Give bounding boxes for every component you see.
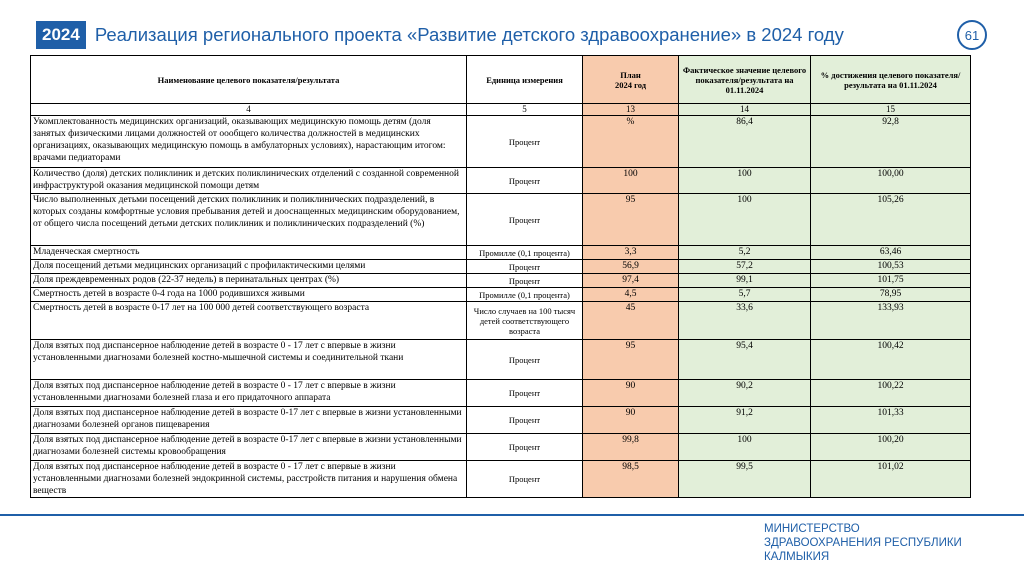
indicator-name-cell: Доля взятых под диспансерное наблюдение детей в возрасте 0-17 лет с впервые в жизни установленными диагнозами болезней системы кровообращения <box>31 434 467 461</box>
unit-cell: Процент <box>467 461 583 498</box>
percent-cell: 63,46 <box>811 246 971 260</box>
table-row <box>31 302 971 340</box>
percent-cell: 100,42 <box>811 340 971 380</box>
unit-cell: Число случаев на 100 тысяч детей соответствующего возраста <box>467 302 583 340</box>
plan-cell: 98,5 <box>583 461 679 498</box>
table-row <box>31 194 971 246</box>
percent-cell: 105,26 <box>811 194 971 246</box>
percent-cell: 101,02 <box>811 461 971 498</box>
year-badge: 2024 <box>36 21 86 49</box>
unit-cell: Процент <box>467 274 583 288</box>
plan-cell: % <box>583 116 679 168</box>
plan-cell: 45 <box>583 302 679 340</box>
unit-cell: Процент <box>467 116 583 168</box>
ministry-line: МИНИСТЕРСТВО <box>764 523 860 535</box>
footer-divider <box>0 514 1024 516</box>
indicator-name-cell: Доля взятых под диспансерное наблюдение детей в возрасте 0 - 17 лет с впервые в жизни установленными диагнозами болезней глаза и его придаточного аппарата <box>31 380 467 407</box>
percent-cell: 100,53 <box>811 260 971 274</box>
unit-cell: Процент <box>467 168 583 194</box>
plan-cell: 3,3 <box>583 246 679 260</box>
percent-cell: 100,20 <box>811 434 971 461</box>
indicator-name-cell: Укомплектованность медицинских организаций, оказывающих медицинскую помощь детям (доля занятых физическими лицами должностей от оообщего количества должностей в медицинских организациях, оказывающих медицинскую помощь в амбулаторных условиях), нарастающим итогом: врачами педиаторами <box>31 116 467 168</box>
fact-cell: 99,1 <box>679 274 811 288</box>
indicator-name-cell: Смертность детей в возрасте 0-4 года на 1000 родившихся живыми <box>31 288 467 302</box>
percent-cell: 100,00 <box>811 168 971 194</box>
fact-cell: 100 <box>679 194 811 246</box>
fact-cell: 5,2 <box>679 246 811 260</box>
fact-cell: 90,2 <box>679 380 811 407</box>
plan-cell: 4,5 <box>583 288 679 302</box>
header-fact: Фактическое значение целевого показателя/результата на 01.11.2024 <box>679 56 811 104</box>
plan-cell: 99,8 <box>583 434 679 461</box>
col-num-name: 4 <box>31 104 467 116</box>
table-row <box>31 434 971 461</box>
header-plan: План 2024 год <box>583 56 679 104</box>
fact-cell: 100 <box>679 434 811 461</box>
unit-cell: Процент <box>467 380 583 407</box>
table-row <box>31 340 971 380</box>
ministry-line: ЗДРАВООХРАНЕНИЯ РЕСПУБЛИКИ <box>764 537 962 549</box>
percent-cell: 100,22 <box>811 380 971 407</box>
indicator-name-cell: Доля взятых под диспансерное наблюдение детей в возрасте 0 - 17 лет с впервые в жизни установленными диагнозами болезней эндокринной системы, расстройств питания и нарушения обмена веществ <box>31 461 467 498</box>
table-row <box>31 168 971 194</box>
fact-cell: 57,2 <box>679 260 811 274</box>
plan-cell: 95 <box>583 340 679 380</box>
header-unit: Единица измерения <box>467 56 583 104</box>
slide-title: Реализация регионального проекта «Развитие детского здравоохранение» в 2024 году <box>94 24 844 45</box>
indicator-name-cell: Доля преждевременных родов (22-37 недель) в перинатальных центрах (%) <box>31 274 467 288</box>
table-row <box>31 461 971 498</box>
unit-cell: Промилле (0,1 процента) <box>467 288 583 302</box>
table-row <box>31 407 971 434</box>
column-number-row <box>31 104 971 116</box>
plan-cell: 100 <box>583 168 679 194</box>
fact-cell: 86,4 <box>679 116 811 168</box>
table-row <box>31 288 971 302</box>
table-row <box>31 116 971 168</box>
percent-cell: 133,93 <box>811 302 971 340</box>
col-num-plan: 13 <box>583 104 679 116</box>
ministry-line: КАЛМЫКИЯ <box>764 551 830 563</box>
percent-cell: 101,33 <box>811 407 971 434</box>
unit-cell: Процент <box>467 260 583 274</box>
indicator-name-cell: Доля взятых под диспансерное наблюдение детей в возрасте 0-17 лет с впервые в жизни установленными диагнозами болезней органов пищеварения <box>31 407 467 434</box>
percent-cell: 78,95 <box>811 288 971 302</box>
header-pct: % достижения целевого показателя/результата на 01.11.2024 <box>811 56 971 104</box>
plan-cell: 97,4 <box>583 274 679 288</box>
unit-cell: Процент <box>467 194 583 246</box>
indicator-name-cell: Число выполненных детьми посещений детских поликлиник и поликлинических подразделений, в которых созданы комфортные условия пребывания детей и дооснащенных медицинским оборудованием, от общего числа посещений детьми детских поликлиник и поликлинических подразделений (%) <box>31 194 467 246</box>
fact-cell: 99,5 <box>679 461 811 498</box>
plan-cell: 95 <box>583 194 679 246</box>
col-num-pct: 15 <box>811 104 971 116</box>
table-header-row <box>31 56 971 104</box>
table-row <box>31 246 971 260</box>
indicator-name-cell: Доля взятых под диспансерное наблюдение детей в возрасте 0 - 17 лет с впервые в жизни установленными диагнозами болезней костно-мышечной системы и соединительной ткани <box>31 340 467 380</box>
indicator-name-cell: Младенческая смертность <box>31 246 467 260</box>
page-number-badge: 61 <box>957 20 987 50</box>
indicator-name-cell: Смертность детей в возрасте 0-17 лет на 100 000 детей соответствующего возраста <box>31 302 467 340</box>
percent-cell: 101,75 <box>811 274 971 288</box>
col-num-unit: 5 <box>467 104 583 116</box>
slide-header <box>36 20 844 50</box>
fact-cell: 5,7 <box>679 288 811 302</box>
unit-cell: Процент <box>467 434 583 461</box>
table-row <box>31 380 971 407</box>
indicator-name-cell: Количество (доля) детских поликлиник и детских поликлинических отделений с созданной современной инфраструктурой оказания медицинской помощи детям <box>31 168 467 194</box>
indicators-table <box>30 55 971 498</box>
col-num-fact: 14 <box>679 104 811 116</box>
plan-cell: 56,9 <box>583 260 679 274</box>
fact-cell: 100 <box>679 168 811 194</box>
percent-cell: 92,8 <box>811 116 971 168</box>
fact-cell: 95,4 <box>679 340 811 380</box>
plan-cell: 90 <box>583 407 679 434</box>
indicator-name-cell: Доля посещений детьми медицинских организаций с профилактическими целями <box>31 260 467 274</box>
table-row <box>31 260 971 274</box>
indicators-table-wrapper <box>30 55 970 498</box>
fact-cell: 91,2 <box>679 407 811 434</box>
fact-cell: 33,6 <box>679 302 811 340</box>
unit-cell: Промилле (0,1 процента) <box>467 246 583 260</box>
header-name: Наименование целевого показателя/результата <box>31 56 467 104</box>
unit-cell: Процент <box>467 340 583 380</box>
unit-cell: Процент <box>467 407 583 434</box>
ministry-label <box>764 522 962 564</box>
plan-cell: 90 <box>583 380 679 407</box>
table-row <box>31 274 971 288</box>
